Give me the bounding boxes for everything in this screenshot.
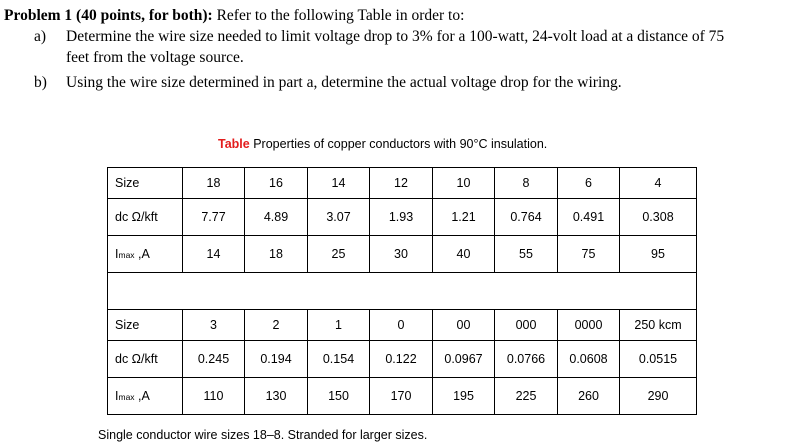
table-cell: 18 — [245, 236, 308, 273]
table-cell: 0000 — [558, 310, 620, 341]
table-cell: 195 — [433, 378, 495, 415]
problem-title-rest: Refer to the following Table in order to: — [212, 7, 465, 24]
imax-unit: ,A — [134, 389, 150, 403]
row-label-imax — [108, 378, 183, 415]
table-cell: 0.0608 — [558, 341, 620, 378]
table-caption-label: Table — [218, 137, 250, 151]
part-a-text-line1: Determine the wire size needed to limit voltage drop to 3% for a 100-watt, 24-volt load at a distance of 75 — [66, 28, 725, 45]
imax-subscript: max — [118, 392, 135, 402]
table-cell: 4 — [620, 168, 697, 199]
table-cell: 10 — [433, 168, 495, 199]
table-cell: 000 — [495, 310, 558, 341]
table-cell: 75 — [558, 236, 620, 273]
table-cell: 00 — [433, 310, 495, 341]
table-cell: 0.308 — [620, 199, 697, 236]
table-cell: 18 — [183, 168, 245, 199]
table-cell: 25 — [308, 236, 370, 273]
table-cell: 2 — [245, 310, 308, 341]
table-cell: 12 — [370, 168, 433, 199]
table-row-dc-2 — [108, 341, 697, 378]
table-cell: 55 — [495, 236, 558, 273]
table-caption-text: Properties of copper conductors with 90°C insulation. — [253, 137, 548, 151]
imax-subscript: max — [118, 250, 135, 260]
table-row-size-1 — [108, 168, 697, 199]
table-caption — [218, 137, 547, 151]
table-cell: 250 kcm — [620, 310, 697, 341]
table-row-size-2 — [108, 310, 697, 341]
table-cell: 0.154 — [308, 341, 370, 378]
part-b-text: Using the wire size determined in part a, determine the actual voltage drop for the wiring. — [66, 74, 622, 91]
table-cell: 0.0766 — [495, 341, 558, 378]
part-a-text-line2: feet from the voltage source. — [66, 49, 244, 66]
table-cell: 0.491 — [558, 199, 620, 236]
problem-title-bold: Problem 1 (40 points, for both): — [4, 7, 213, 24]
row-label-dc: dc Ω/kft — [108, 341, 183, 378]
table-cell: 225 — [495, 378, 558, 415]
conductor-properties-table — [107, 167, 697, 415]
table-row-imax-1 — [108, 236, 697, 273]
part-b-marker: b) — [34, 74, 47, 91]
imax-unit: ,A — [134, 247, 150, 261]
table-cell: 0.764 — [495, 199, 558, 236]
row-label-imax — [108, 236, 183, 273]
table-cell: 4.89 — [245, 199, 308, 236]
table-footnote: Single conductor wire sizes 18–8. Stranded for larger sizes. — [98, 428, 428, 442]
table-cell: 170 — [370, 378, 433, 415]
table-cell: 6 — [558, 168, 620, 199]
table-cell: 16 — [245, 168, 308, 199]
table-cell: 0.0967 — [433, 341, 495, 378]
table-cell: 150 — [308, 378, 370, 415]
table-cell: 1.93 — [370, 199, 433, 236]
table-row-dc-1 — [108, 199, 697, 236]
table-cell: 0.0515 — [620, 341, 697, 378]
row-label-size: Size — [108, 168, 183, 199]
table-cell: 14 — [183, 236, 245, 273]
table-row-imax-2 — [108, 378, 697, 415]
table-cell: 1.21 — [433, 199, 495, 236]
table-cell: 30 — [370, 236, 433, 273]
part-a-marker: a) — [34, 28, 47, 45]
table-cell: 7.77 — [183, 199, 245, 236]
table-cell: 0.122 — [370, 341, 433, 378]
table-cell: 110 — [183, 378, 245, 415]
table-cell: 40 — [433, 236, 495, 273]
table-cell: 3 — [183, 310, 245, 341]
table-cell: 130 — [245, 378, 308, 415]
table-spacer-cell — [108, 273, 697, 310]
imax-symbol: I — [115, 389, 119, 403]
table-cell: 0.194 — [245, 341, 308, 378]
row-label-dc: dc Ω/kft — [108, 199, 183, 236]
table-cell: 260 — [558, 378, 620, 415]
table-cell: 8 — [495, 168, 558, 199]
table-cell: 290 — [620, 378, 697, 415]
problem-title — [4, 7, 464, 25]
row-label-size: Size — [108, 310, 183, 341]
imax-symbol: I — [115, 247, 119, 261]
table-cell: 1 — [308, 310, 370, 341]
table-spacer-row — [108, 273, 697, 310]
table-cell: 0.245 — [183, 341, 245, 378]
table-cell: 3.07 — [308, 199, 370, 236]
table-cell: 0 — [370, 310, 433, 341]
table-cell: 14 — [308, 168, 370, 199]
table-cell: 95 — [620, 236, 697, 273]
